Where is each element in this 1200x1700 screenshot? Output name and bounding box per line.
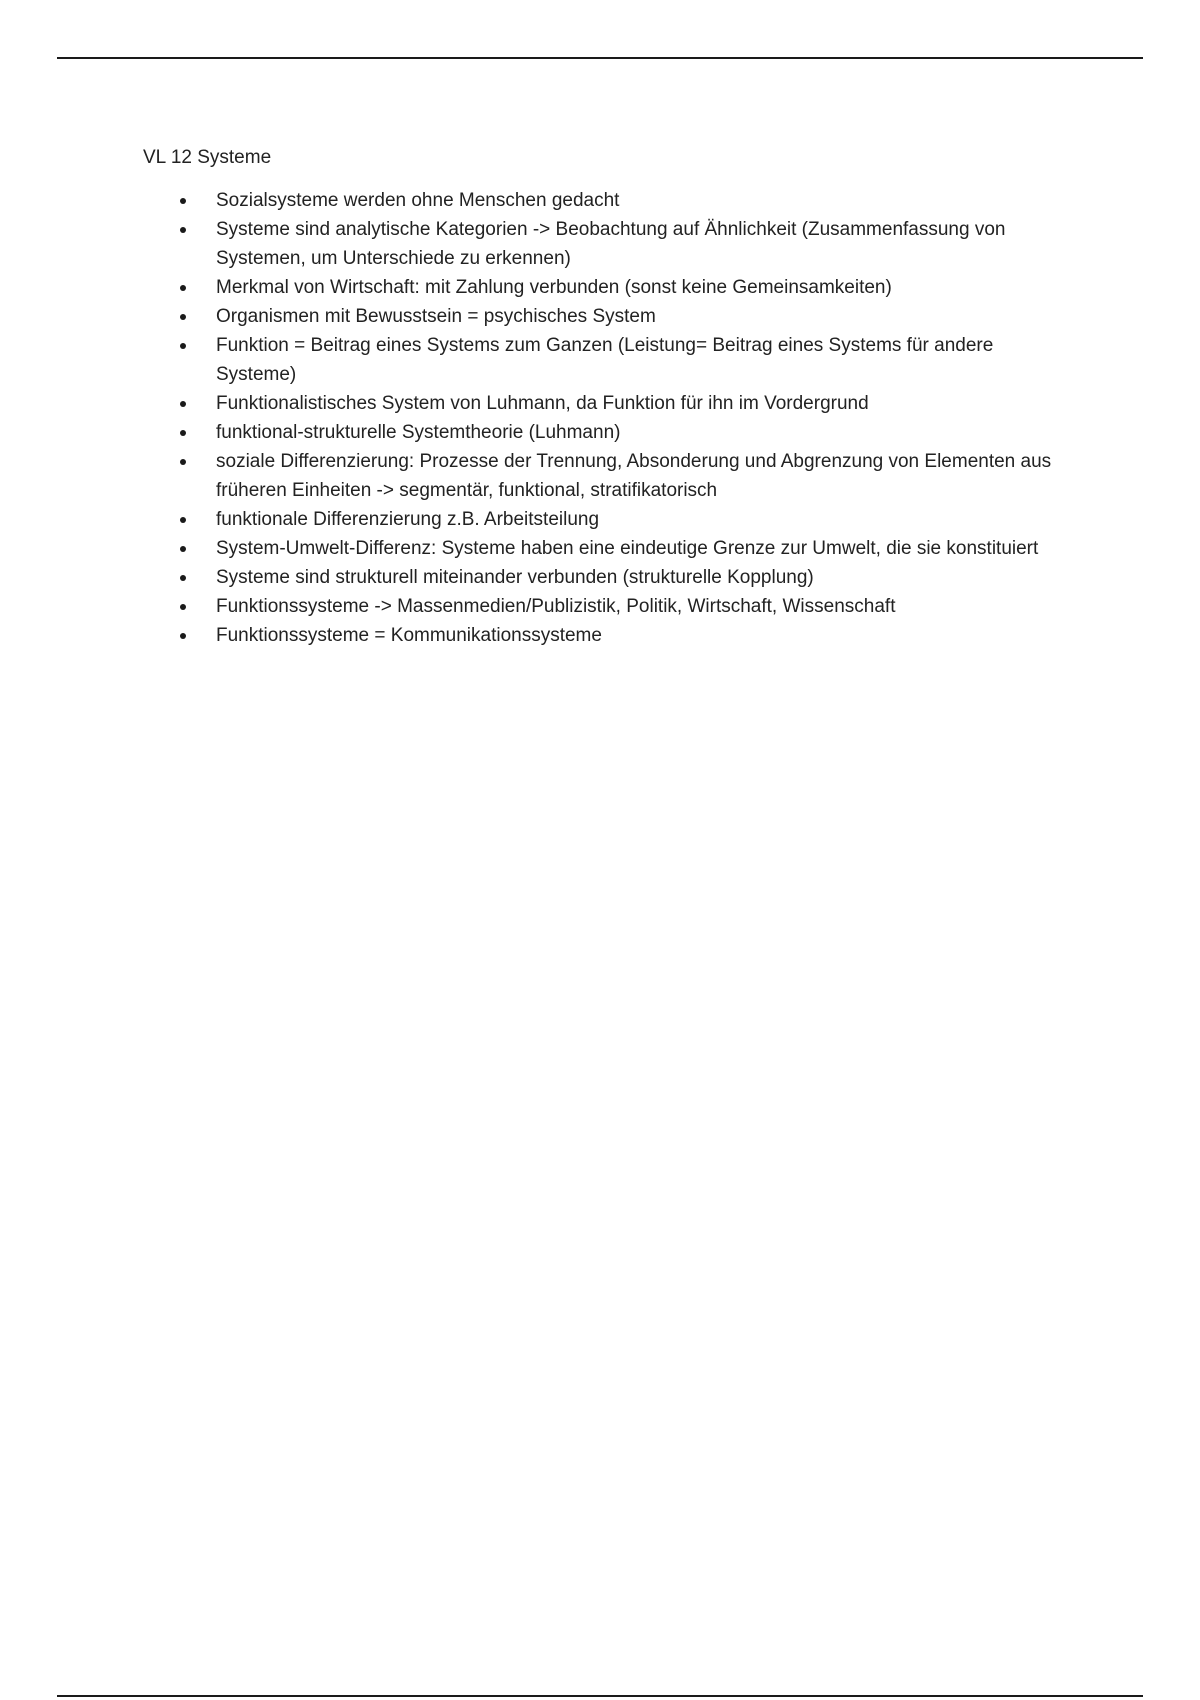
bullet-icon — [180, 198, 186, 204]
bullet-icon — [180, 604, 186, 610]
list-item-text: Organismen mit Bewusstsein = psychisches System — [216, 306, 656, 327]
bullet-icon — [180, 401, 186, 407]
list-item-text: Merkmal von Wirtschaft: mit Zahlung verbunden (sonst keine Gemeinsamkeiten) — [216, 277, 892, 298]
list-item-text: funktionale Differenzierung z.B. Arbeitsteilung — [216, 509, 600, 530]
document-body — [143, 143, 1063, 650]
list-item — [143, 621, 1063, 650]
footer-rule — [57, 1695, 1143, 1697]
bullet-icon — [180, 575, 186, 581]
bullet-icon — [180, 459, 186, 465]
list-item — [143, 215, 1063, 273]
bullet-icon — [180, 633, 186, 639]
bullet-icon — [180, 517, 186, 523]
list-item-text: Funktionalistisches System von Luhmann, da Funktion für ihn im Vordergrund — [216, 393, 869, 414]
list-item-text: soziale Differenzierung: Prozesse der Trennung, Absonderung und Abgrenzung von Elementen aus früheren Einheiten -> segmentär, funktional, stratifikatorisch — [216, 451, 1052, 501]
bullet-icon — [180, 546, 186, 552]
list-item-text: Funktionssysteme = Kommunikationssysteme — [216, 625, 602, 646]
list-item-text: Funktion = Beitrag eines Systems zum Ganzen (Leistung= Beitrag eines Systems für andere Systeme) — [216, 335, 994, 385]
bullet-icon — [180, 430, 186, 436]
list-item — [143, 534, 1063, 563]
bullet-icon — [180, 343, 186, 349]
list-item-text: System-Umwelt-Differenz: Systeme haben eine eindeutige Grenze zur Umwelt, die sie konstituiert — [216, 538, 1039, 559]
list-item — [143, 186, 1063, 215]
list-item-text: Systeme sind strukturell miteinander verbunden (strukturelle Kopplung) — [216, 567, 814, 588]
list-item — [143, 302, 1063, 331]
bullet-icon — [180, 285, 186, 291]
header-rule — [57, 57, 1143, 59]
document-title: VL 12 Systeme — [143, 147, 272, 168]
list-item — [143, 505, 1063, 534]
list-item — [143, 563, 1063, 592]
list-item-text: funktional-strukturelle Systemtheorie (Luhmann) — [216, 422, 621, 443]
list-item — [143, 418, 1063, 447]
list-item — [143, 331, 1063, 389]
bullet-list — [143, 186, 1063, 650]
list-item — [143, 389, 1063, 418]
bullet-icon — [180, 227, 186, 233]
list-item-text: Funktionssysteme -> Massenmedien/Publizistik, Politik, Wirtschaft, Wissenschaft — [216, 596, 896, 617]
list-item — [143, 447, 1063, 505]
list-item — [143, 273, 1063, 302]
list-item — [143, 592, 1063, 621]
bullet-icon — [180, 314, 186, 320]
list-item-text: Systeme sind analytische Kategorien -> Beobachtung auf Ähnlichkeit (Zusammenfassung von Systemen, um Unterschiede zu erkennen) — [216, 219, 1006, 269]
list-item-text: Sozialsysteme werden ohne Menschen gedacht — [216, 190, 620, 211]
